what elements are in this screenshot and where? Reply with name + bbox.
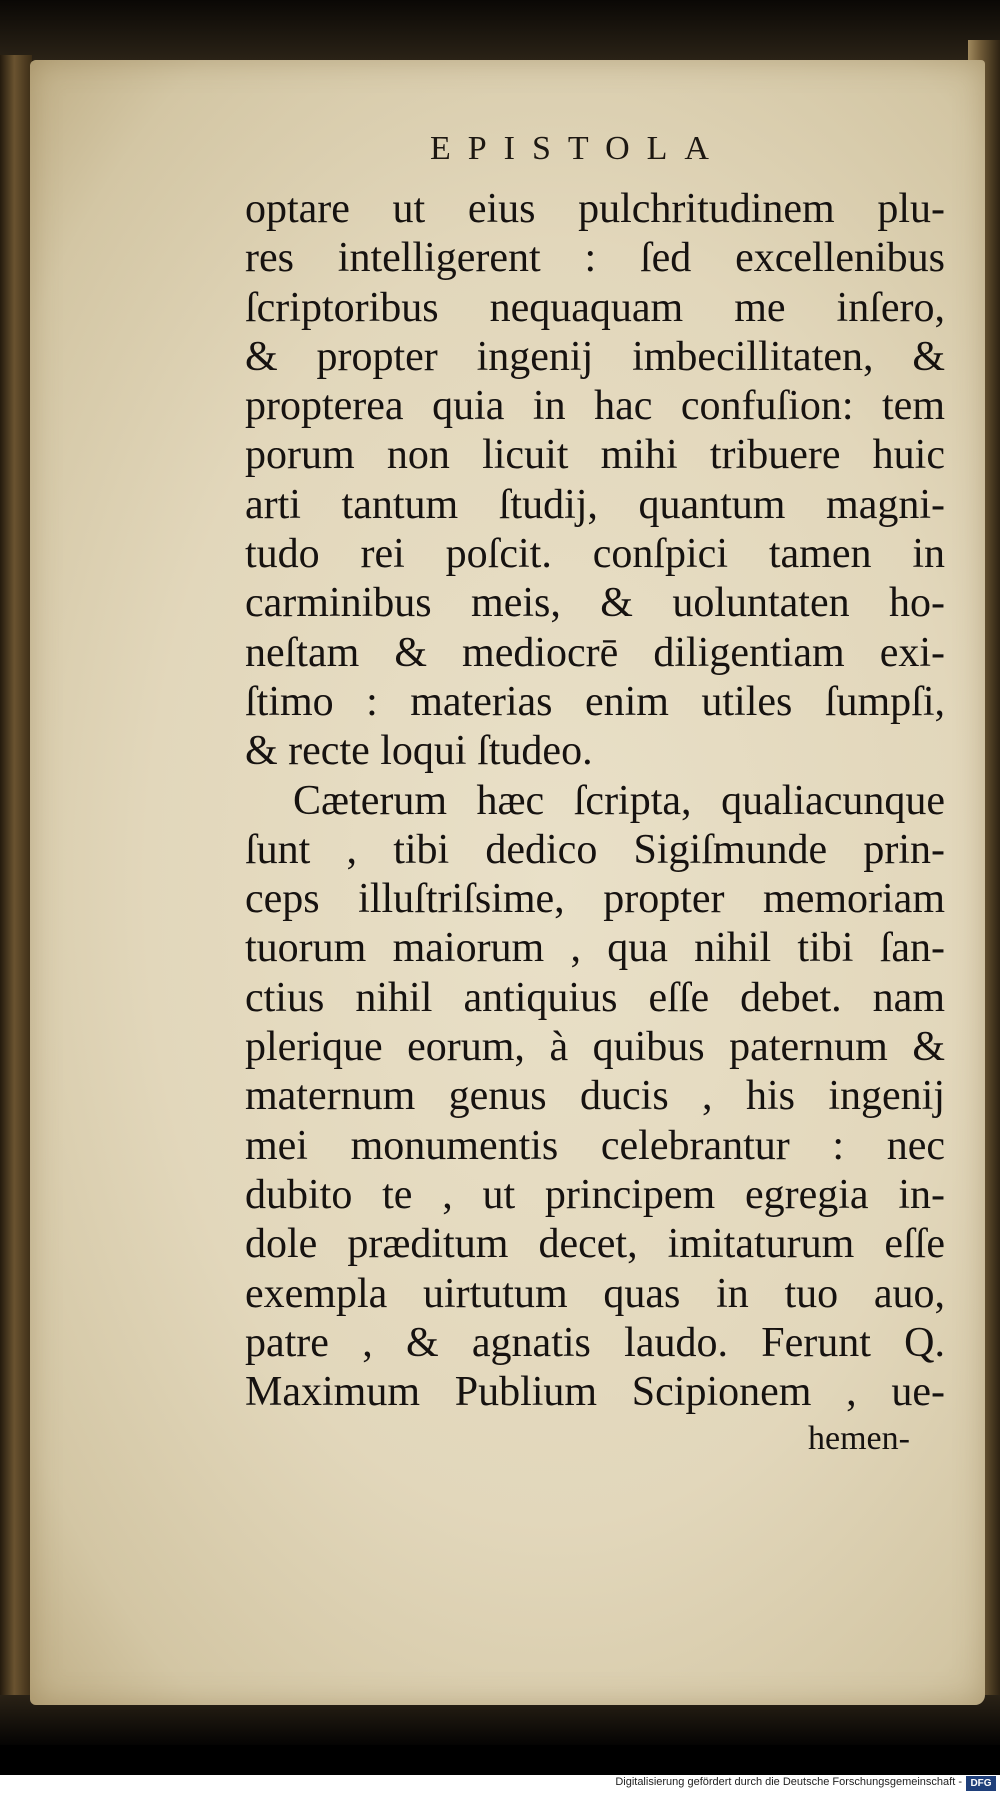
text-line: Maximum Publium Scipionem , ue- [245, 1369, 945, 1416]
text-line: propterea quia in hac confuſion: tem [245, 383, 945, 430]
text-line: ctius nihil antiquius eſſe debet. nam [245, 974, 945, 1021]
text-line: neſtam & mediocrē diligentiam exi- [245, 629, 945, 676]
text-line: plerique eorum, à quibus paternum & [245, 1024, 945, 1071]
text-line: res intelligerent : ſed excellenibus [245, 235, 945, 282]
running-head: EPISTOLA [430, 130, 726, 167]
text-line: tudo rei poſcit. conſpici tamen in [245, 531, 945, 578]
text-line: patre , & agnatis laudo. Ferunt Q. [245, 1319, 945, 1366]
text-line: dole præditum decet, imitaturum eſſe [245, 1221, 945, 1268]
text-line: Cæterum hæc ſcripta, qualiacunque [293, 777, 945, 824]
book-binding-left [0, 55, 32, 1705]
text-line: arti tantum ſtudij, quantum magni- [245, 481, 945, 528]
text-line: carminibus meis, & uoluntaten ho- [245, 580, 945, 627]
text-line: & recte loqui ſtudeo. [245, 728, 593, 775]
text-line: exempla uirtutum quas in tuo auo, [245, 1270, 945, 1317]
text-line: ſunt , tibi dedico Sigiſmunde prin- [245, 826, 945, 873]
book-top-edge [0, 0, 1000, 60]
footer-credit: Digitalisierung gefördert durch die Deutsche Forschungsgemeinschaft - [615, 1776, 962, 1788]
text-line: ceps illuſtriſsime, propter memoriam [245, 876, 945, 923]
text-line: mei monumentis celebrantur : nec [245, 1122, 945, 1169]
dfg-logo: DFG [966, 1776, 996, 1791]
text-line: ſtimo : materias enim utiles ſumpſi, [245, 678, 945, 725]
text-line: tuorum maiorum , qua nihil tibi ſan- [245, 925, 945, 972]
text-line: & propter ingenij imbecillitaten, & [245, 333, 945, 380]
catchword: hemen- [808, 1420, 910, 1457]
text-line: ſcriptoribus nequaquam me inſero, [245, 284, 945, 331]
text-line: maternum genus ducis , his ingenij [245, 1073, 945, 1120]
text-line: dubito te , ut principem egregia in- [245, 1171, 945, 1218]
text-line: porum non licuit mihi tribuere huic [245, 432, 945, 479]
body-text [245, 185, 945, 1417]
text-line: optare ut eius pulchritudinem plu- [245, 186, 945, 232]
